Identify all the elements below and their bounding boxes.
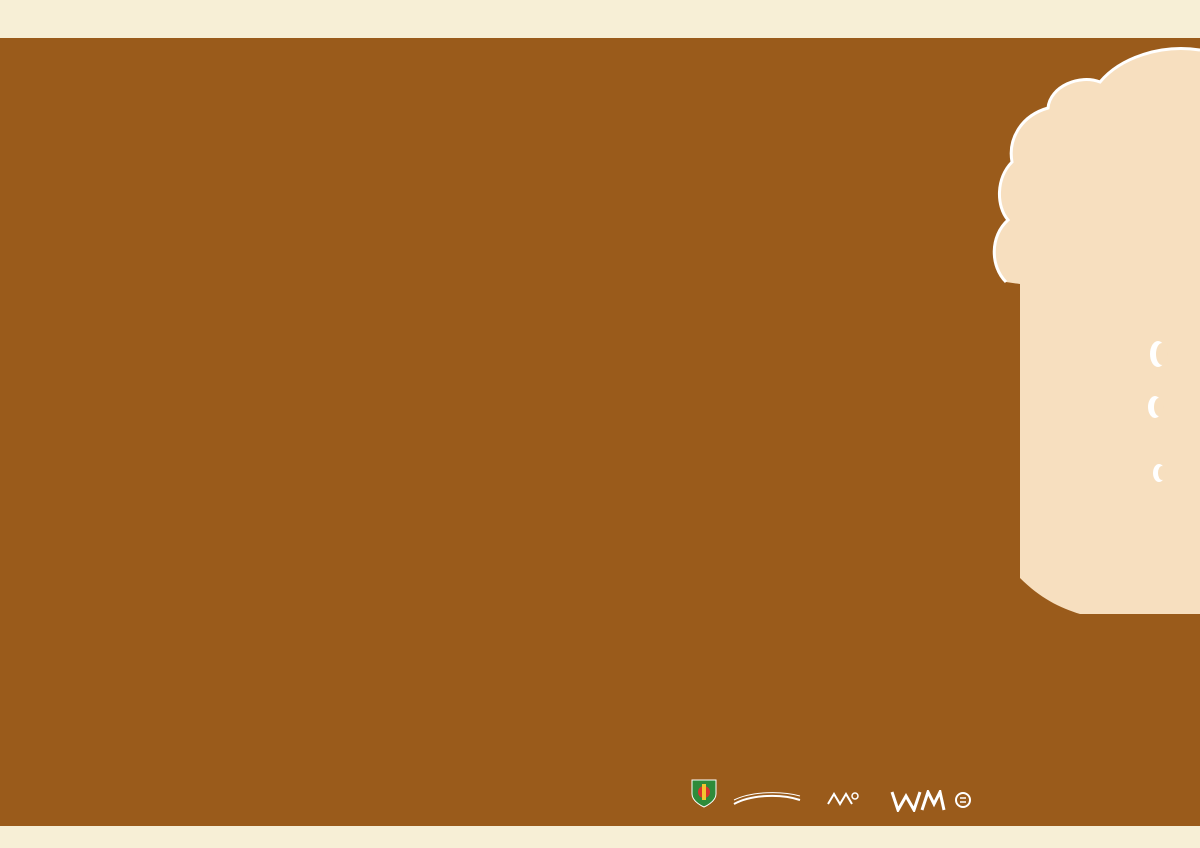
bottom-strip [0,826,1200,848]
zeleznorudsko-logo-icon [824,790,860,806]
poster-body [0,38,1200,826]
top-strip [0,0,1200,38]
beer-foam-illustration [0,38,1200,826]
smucler-logo-icon [955,792,971,808]
partner-wm-logo-icon [890,790,946,812]
zelezna-ruda-coat-of-arms-icon [690,778,718,808]
plzensky-kraj-logo-icon [732,790,802,806]
